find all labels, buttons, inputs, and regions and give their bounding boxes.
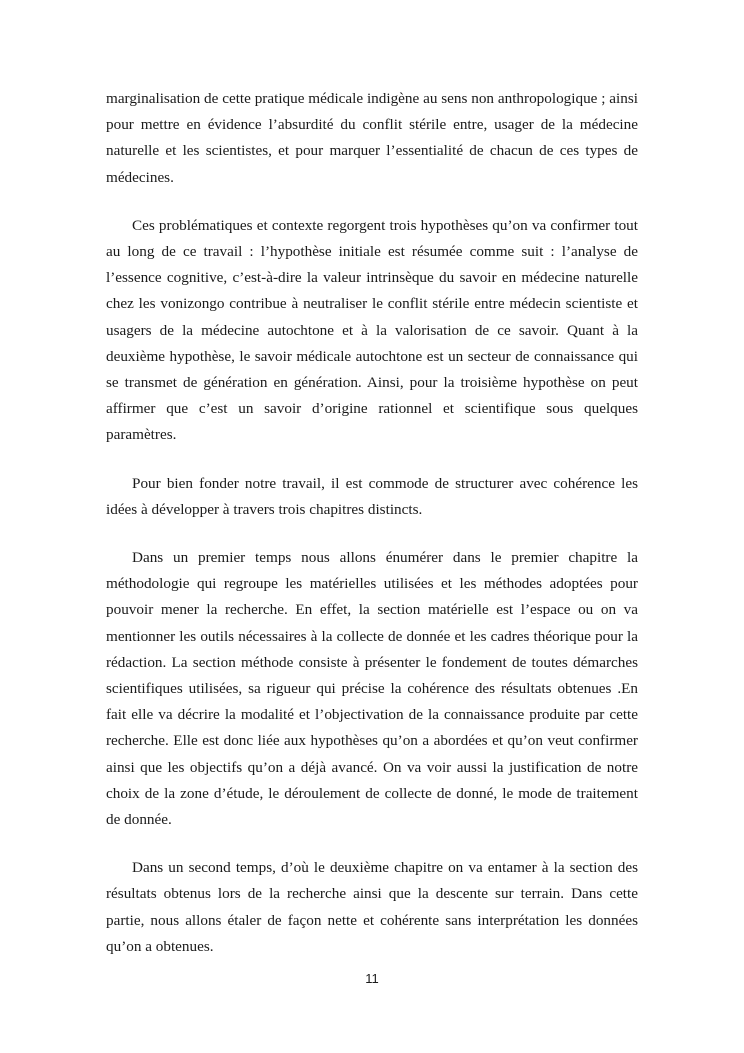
paragraph-first-chapter: Dans un premier temps nous allons énumérer dans le premier chapitre la méthodologie qui regroupe les matérielles utilisées et les méthodes adoptées pour pouvoir mener la recherche. En effet, la section matérielle est l’espace ou on va mentionner les outils nécessaires à la collecte de donnée et les cadres théorique pour la rédaction. La section méthode consiste à présenter le fondement de toutes démarches scientifiques utilisées, sa rigueur qui précise la cohérence des résultats obtenues .En fait elle va décrire la modalité et l’objectivation de la connaissance produite par cette recherche. Elle est donc liée aux hypothèses qu’on a abordées et qu’on veut confirmer ainsi que les objectifs qu’on a déjà avancé. On va voir aussi la justification de notre choix de la zone d’étude, le déroulement de collecte de donné, le mode de traitement de donnée.: [106, 549, 638, 829]
paragraph-second-chapter: Dans un second temps, d’où le deuxième chapitre on va entamer à la section des résultats obtenus lors de la recherche ainsi que la descente sur terrain. Dans cette partie, nous allons étaler de façon nette et cohérente sans interprétation les données qu’on a obtenues.: [106, 859, 638, 955]
paragraph-structure: Pour bien fonder notre travail, il est commode de structurer avec cohérence les idées à développer à travers trois chapitres distincts.: [106, 474, 638, 518]
page-number: 11: [365, 971, 379, 986]
body-text: [106, 86, 638, 982]
paragraph-continuation: marginalisation de cette pratique médicale indigène au sens non anthropologique ; ainsi pour mettre en évidence l’absurdité du conflit stérile entre, usager de la médecine naturelle et les scientistes, et pour marquer l’essentialité de chacun de ces types de médecines.: [106, 90, 638, 186]
paragraph-hypotheses: Ces problématiques et contexte regorgent trois hypothèses qu’on va confirmer tout au long de ce travail : l’hypothèse initiale est résumée comme suit : l’analyse de l’essence cognitive, c’est-à-dire la valeur intrinsèque du savoir en médecine naturelle chez les vonizongo contribue à neutraliser le conflit stérile entre médecin scientiste et usagers de la médecine autochtone et à la valorisation de ce savoir. Quant à la deuxième hypothèse, le savoir médicale autochtone est un secteur de connaissance qui se transmet de génération en génération. Ainsi, pour la troisième hypothèse on peut affirmer que c’est un savoir d’origine rationnel et scientifique sous quelques paramètres.: [106, 216, 638, 444]
